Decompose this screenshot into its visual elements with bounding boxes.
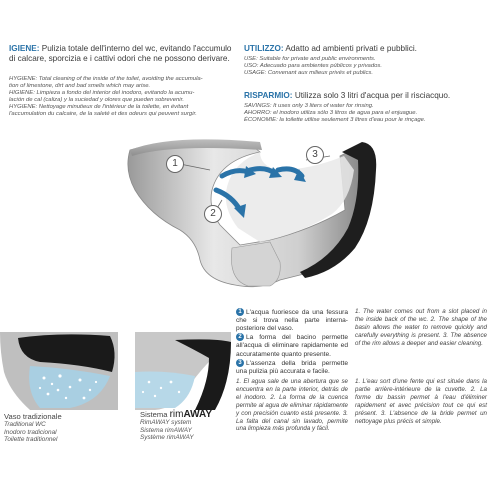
rimaway-caption bbox=[140, 410, 240, 442]
risparmio-line: ÉCONOMIE: la toilette utilise seulement 3 litres d'eau pour le rinçage. bbox=[244, 117, 426, 124]
igiene-line: HIGIENE: Limpieza a fondo del interior del inodoro, evitando la acumu- bbox=[9, 90, 195, 97]
risparmio-heading bbox=[244, 91, 494, 101]
traditional-wc-image bbox=[0, 332, 118, 410]
utilizzo-line: USAGE: Convenant aux milieux privés et publics. bbox=[244, 70, 373, 77]
desc-item-2-text: La forma del bacino permette all'acqua di eliminare rapidamente ed accuratamente quanto presente. bbox=[236, 334, 348, 358]
desc-item-3 bbox=[236, 359, 348, 376]
traditional-line: Inodoro tradicional bbox=[4, 428, 57, 436]
risparmio-text: Utilizza solo 3 litri d'acqua per il risciacquo. bbox=[294, 91, 451, 100]
utilizzo-line: USE: Suitable for private and public environments. bbox=[244, 56, 376, 62]
number-1-badge: 1 bbox=[236, 308, 244, 316]
rimaway-line: Système rimAWAY bbox=[140, 434, 194, 441]
utilizzo-label: UTILIZZO: bbox=[244, 44, 284, 53]
igiene-line: tion of limestone, dirt and bad smells which may arise. bbox=[9, 83, 151, 90]
desc-item-3-text: L'assenza della brida permette una pulizia più accurata e facile. bbox=[236, 359, 348, 375]
rimaway-line: Sistema rimAWAY bbox=[140, 426, 192, 434]
desc-spanish: 1. El agua sale de una abertura que se encuentra en la parte interior, detrás de el inodoro. 2. La forma de la cuenca permite al agua de eliminar rápidamente y con precisión cuanto está presente. 3. La falta del canal sin lavado, permite una limpieza más profunda y fácil. bbox=[236, 378, 348, 433]
desc-italian bbox=[236, 308, 348, 376]
igiene-translations bbox=[9, 76, 241, 119]
traditional-caption bbox=[4, 412, 124, 444]
risparmio-line: AHORRO: el inodoro utiliza sólo 3 litros de agua para el enjuague. bbox=[244, 110, 418, 117]
rimaway-title-prefix: Sistema bbox=[140, 410, 168, 419]
rimaway-brand-bold: AWAY bbox=[183, 409, 212, 420]
desc-item-2 bbox=[236, 333, 348, 358]
trap-outlet bbox=[231, 242, 280, 286]
traditional-title: Vaso tradizionale bbox=[4, 412, 62, 421]
igiene-label: IGIENE: bbox=[9, 44, 40, 53]
rimaway-brand-light: rim bbox=[169, 409, 184, 420]
rimaway-wc-image bbox=[135, 332, 231, 410]
risparmio-label: RISPARMIO: bbox=[244, 91, 293, 100]
igiene-line: HYGIENE: Nettoyage minutieux de l'intérieur de la toilette, en évitant bbox=[9, 104, 189, 111]
igiene-line: lación de cal (caliza) y la suciedad y olores que pueden sobrevenir. bbox=[9, 97, 184, 104]
utilizzo-translations bbox=[244, 56, 494, 77]
diagram-marker-3: 3 bbox=[306, 146, 324, 164]
igiene-heading bbox=[9, 44, 237, 64]
utilizzo-heading bbox=[244, 44, 494, 54]
rimaway-title bbox=[140, 410, 240, 419]
igiene-line: l'accumulation du calcaire, de la saleté et des odeurs qui peuvent surgir. bbox=[9, 111, 197, 118]
utilizzo-line: USO: Adecuado para ambientes públicos y privados. bbox=[244, 63, 382, 70]
number-3-badge: 3 bbox=[236, 359, 244, 367]
desc-french: 1. L'eau sort d'une fente qui est située dans la partie arrière-intérieure de la cuvette. 2. La forme du bassin permet à l'eau d'éliminer rapidement et avec précision tout ce qui est présent. 3. L'absence de la bride permet un nettoyage plus précis et simple. bbox=[355, 378, 487, 425]
desc-item-1 bbox=[236, 308, 348, 333]
desc-item-1-text: L'acqua fuoriesce da una fessura che si trova nella parte interna-posteriore del vaso. bbox=[236, 308, 348, 333]
diagram-marker-2: 2 bbox=[204, 205, 222, 223]
igiene-text: Pulizia totale dell'interno del wc, evitando l'accumulo di calcare, sporcizia e i cattivi odori che ne possono derivare. bbox=[9, 44, 232, 63]
number-2-badge: 2 bbox=[236, 333, 244, 341]
risparmio-line: SAVINGS: It uses only 3 liters of water for rinsing. bbox=[244, 103, 374, 109]
utilizzo-text: Adatto ad ambienti privati e pubblici. bbox=[285, 44, 417, 53]
rimaway-line: RimAWAY system bbox=[140, 419, 192, 426]
risparmio-translations bbox=[244, 103, 496, 124]
diagram-marker-1: 1 bbox=[166, 155, 184, 173]
traditional-line: Toilette traditionnel bbox=[4, 436, 58, 443]
toilet-cross-section-diagram bbox=[110, 130, 380, 295]
desc-english: 1. The water comes out from a slot placed in the inside back of the wc. 2. The shape of the basin allows the water to remove quickly and carefully everything is present. 3. The absence of the rim allows a deeper and easier cleaning. bbox=[355, 308, 487, 347]
igiene-line: HYGIENE: Total cleaning of the inside of the toilet, avoiding the accumula- bbox=[9, 76, 203, 82]
traditional-line: Traditional WC bbox=[4, 421, 46, 428]
